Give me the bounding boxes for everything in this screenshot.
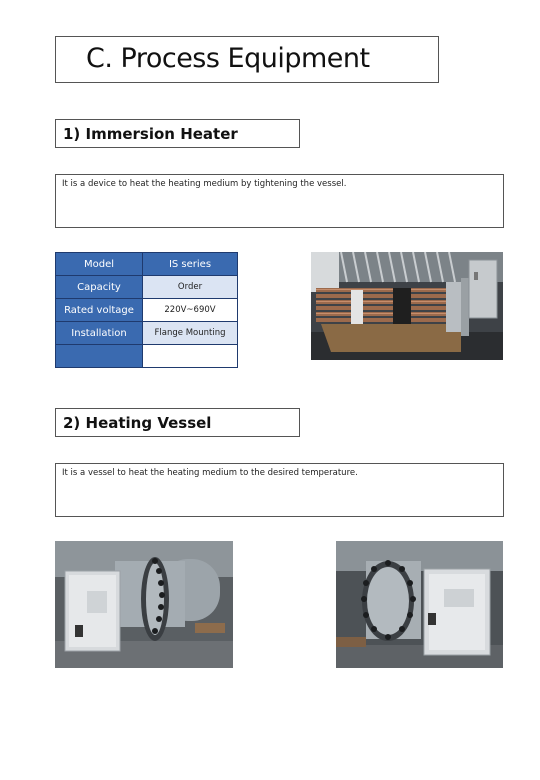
spec-label-installation: Installation — [56, 322, 143, 345]
heating-vessel-photo-left — [55, 541, 233, 668]
spec-row-model — [56, 253, 238, 276]
spec-value-installation: Flange Mounting — [143, 322, 238, 345]
heating-vessel-photo-right — [336, 541, 503, 668]
spec-value-rated-voltage: 220V~690V — [143, 299, 238, 322]
spec-row-rated-voltage — [56, 299, 238, 322]
spec-table — [55, 252, 238, 368]
spec-label-model: Model — [56, 253, 143, 276]
spec-label-empty — [56, 345, 143, 368]
description-heating-vessel: It is a vessel to heat the heating medium to the desired temperature. — [62, 468, 358, 478]
spec-label-rated-voltage: Rated voltage — [56, 299, 143, 322]
description-immersion-heater: It is a device to heat the heating medium by tightening the vessel. — [62, 179, 347, 189]
spec-value-capacity: Order — [143, 276, 238, 299]
section-heading-box-immersion-heater — [55, 119, 300, 148]
section-heading-box-heating-vessel — [55, 408, 300, 437]
spec-row-capacity — [56, 276, 238, 299]
immersion-heater-photo — [311, 252, 503, 360]
section-heading-immersion-heater: 1) Immersion Heater — [63, 125, 238, 143]
description-box-heating-vessel — [55, 463, 504, 517]
spec-row-installation — [56, 322, 238, 345]
page-title-box — [55, 36, 439, 83]
spec-label-capacity: Capacity — [56, 276, 143, 299]
section-heading-heating-vessel: 2) Heating Vessel — [63, 414, 212, 432]
spec-row-empty — [56, 345, 238, 368]
description-box-immersion-heater — [55, 174, 504, 228]
spec-value-model: IS series — [143, 253, 238, 276]
page-title: C. Process Equipment — [86, 43, 370, 74]
spec-value-empty — [143, 345, 238, 368]
